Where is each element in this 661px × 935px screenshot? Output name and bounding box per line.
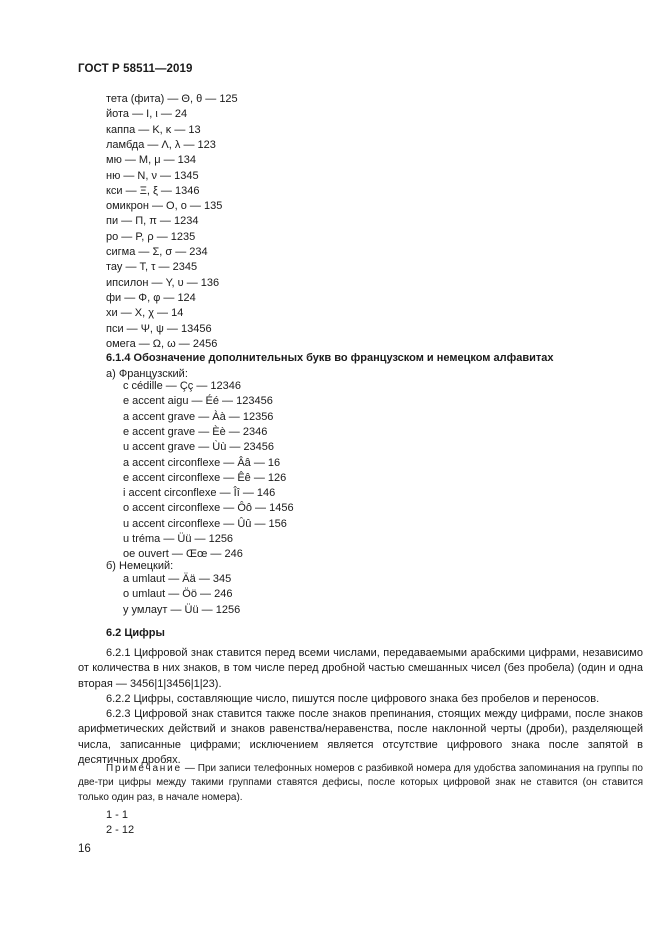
note-text: — При записи телефонных номеров с разбивкой номера для удобства запоминания на группы по две-три цифры между такими группами ставятся дефисы, после которых цифровой знак не ставится (он ставится только один раз, в начале номера). [78,763,643,803]
greek-letter-line: пи — Π, π — 1234 [106,215,199,228]
greek-letter-line: ню — Ν, ν — 1345 [106,169,199,182]
paragraph-6-2-3: 6.2.3 Цифровой знак ставится также после знаков препинания, стоящих между цифрами, после знаков арифметических действий и знаков равенства/неравенства, после наклонной черты (дроби), разделяющей числа, записанные цифрами; исключением является отсутствие цифрового знака после запятой в десятичных дробях. [78,708,643,767]
greek-letter-line: мю — Μ, μ — 134 [106,154,197,167]
greek-letter-line: ламбда — Λ, λ — 123 [106,138,216,151]
french-letter-line: e accent circonflexe — Êê — 126 [123,471,287,484]
french-letter-line: o accent circonflexe — Ôô — 1456 [123,502,294,515]
french-letter-line: u tréma — Üü — 1256 [123,533,234,545]
greek-letter-line: фи — Φ, φ — 124 [106,291,196,304]
greek-letter-line: хи — Χ, χ — 14 [106,307,184,320]
greek-letter-line: ипсилон — Υ, υ — 136 [106,276,220,289]
french-letter-line: u accent circonflexe — Ûû — 156 [123,517,287,530]
french-letter-line: a accent circonflexe — Ââ — 16 [123,456,281,469]
greek-letter-line: тета (фита) — Θ, θ — 125 [106,93,238,105]
greek-letter-line: каппа — Κ, κ — 13 [106,123,201,136]
greek-letter-line: пси — Ψ, ψ — 13456 [106,322,212,335]
french-alphabet-label: а) Французский: [106,368,188,380]
greek-letter-line: омега — Ω, ω — 2456 [106,337,218,350]
german-letter-line: a umlaut — Ää — 345 [123,573,232,585]
french-letter-line: c cédille — Çç — 12346 [123,380,241,392]
greek-letter-line: сигма — Σ, σ — 234 [106,246,208,258]
example-line-1: 1 - 1 [106,809,129,821]
greek-letter-line: омикрон — Ο, ο — 135 [106,200,223,213]
note-label: Примечание [106,763,182,774]
german-letter-line: o umlaut — Öö — 246 [123,588,233,601]
german-letter-line: у умлаут — Üü — 1256 [123,603,241,616]
french-letter-line: e accent grave — Èè — 2346 [123,425,268,438]
french-letter-line: oe ouvert — Œœ — 246 [123,548,243,561]
french-letter-line: a accent grave — Àà — 12356 [123,410,274,423]
page-number: 16 [78,843,91,855]
example-line-2: 2 - 12 [106,824,135,836]
french-letter-line: e accent aigu — Éé — 123456 [123,395,273,408]
greek-letter-line: ро — Ρ, ρ — 1235 [106,230,196,243]
document-header: ГОСТ Р 58511—2019 [78,63,193,75]
greek-letter-line: кси — Ξ, ξ — 1346 [106,184,200,197]
section-heading-6-2: 6.2 Цифры [106,627,165,639]
french-letter-line: i accent circonflexe — Îî — 146 [123,487,276,500]
french-letter-line: u accent grave — Ùù — 23456 [123,441,275,454]
digits-paragraphs [78,646,643,768]
german-alphabet-label: б) Немецкий: [106,560,174,572]
greek-letter-line: тау — Τ, τ — 2345 [106,261,198,274]
paragraph-6-2-1: 6.2.1 Цифровой знак ставится перед всеми числами, передаваемыми арабскими цифрами, независимо от количества в них знаков, в том числе перед дробной частью смешанных чисел (без пробела) (один и одна вторая — 3456|1|3456|1|23). [78,647,643,690]
greek-letter-line: йота — Ι, ι — 24 [106,108,188,121]
section-heading-6-1-4: 6.1.4 Обозначение дополнительных букв во французском и немецком алфавитах [106,352,554,364]
note-paragraph [78,762,643,805]
paragraph-6-2-2: 6.2.2 Цифры, составляющие число, пишутся после цифрового знака без пробелов и переносов. [106,692,600,705]
